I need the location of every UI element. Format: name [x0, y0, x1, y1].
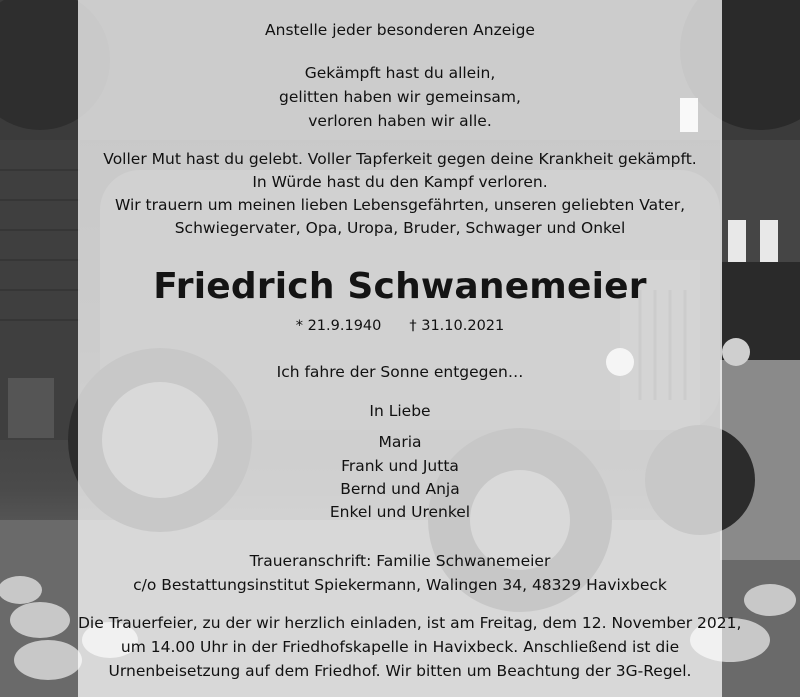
funeral-line-1: Die Trauerfeier, zu der wir herzlich einladen, ist am Freitag, dem 12. November 2021,: [78, 614, 742, 632]
poem-line-3: verloren haben wir alle.: [308, 112, 492, 130]
death-date: † 31.10.2021: [409, 318, 505, 334]
quote-line: Ich fahre der Sonne entgegen…: [276, 363, 524, 381]
in-love-line: In Liebe: [369, 402, 431, 420]
funeral-line-2: um 14.00 Uhr in der Friedhofskapelle in Havixbeck. Anschließend ist die: [120, 638, 680, 656]
poem-line-2: gelitten haben wir gemeinsam,: [279, 88, 521, 106]
funeral-line-3: Urnenbeisetzung auf dem Friedhof. Wir bitten um Beachtung der 3G-Regel.: [108, 662, 692, 680]
deceased-name: Friedrich Schwanemeier: [153, 266, 647, 307]
poem-line-1: Gekämpft hast du allein,: [304, 64, 496, 82]
intro-line-1: Voller Mut hast du gelebt. Voller Tapferkeit gegen deine Krankheit gekämpft.: [103, 150, 697, 168]
life-dates: [78, 316, 722, 336]
mourner-4: Enkel und Urenkel: [329, 503, 471, 521]
birth-date: * 21.9.1940: [295, 318, 382, 334]
mourner-2: Frank und Jutta: [341, 457, 459, 475]
mourner-1: Maria: [378, 433, 422, 451]
address-line-2: c/o Bestattungsinstitut Spiekermann, Walingen 34, 48329 Havixbeck: [133, 576, 667, 594]
address-line-1: Traueranschrift: Familie Schwanemeier: [249, 552, 551, 570]
header-line: Anstelle jeder besonderen Anzeige: [265, 21, 535, 39]
intro-line-3: Wir trauern um meinen lieben Lebensgefährten, unseren geliebten Vater,: [114, 196, 686, 214]
intro-line-2: In Würde hast du den Kampf verloren.: [252, 173, 548, 191]
intro-line-4: Schwiegervater, Opa, Uropa, Bruder, Schwager und Onkel: [174, 219, 626, 237]
mailbox-shape: [8, 378, 54, 438]
mourner-3: Bernd und Anja: [340, 480, 460, 498]
obituary-panel: [78, 0, 742, 697]
